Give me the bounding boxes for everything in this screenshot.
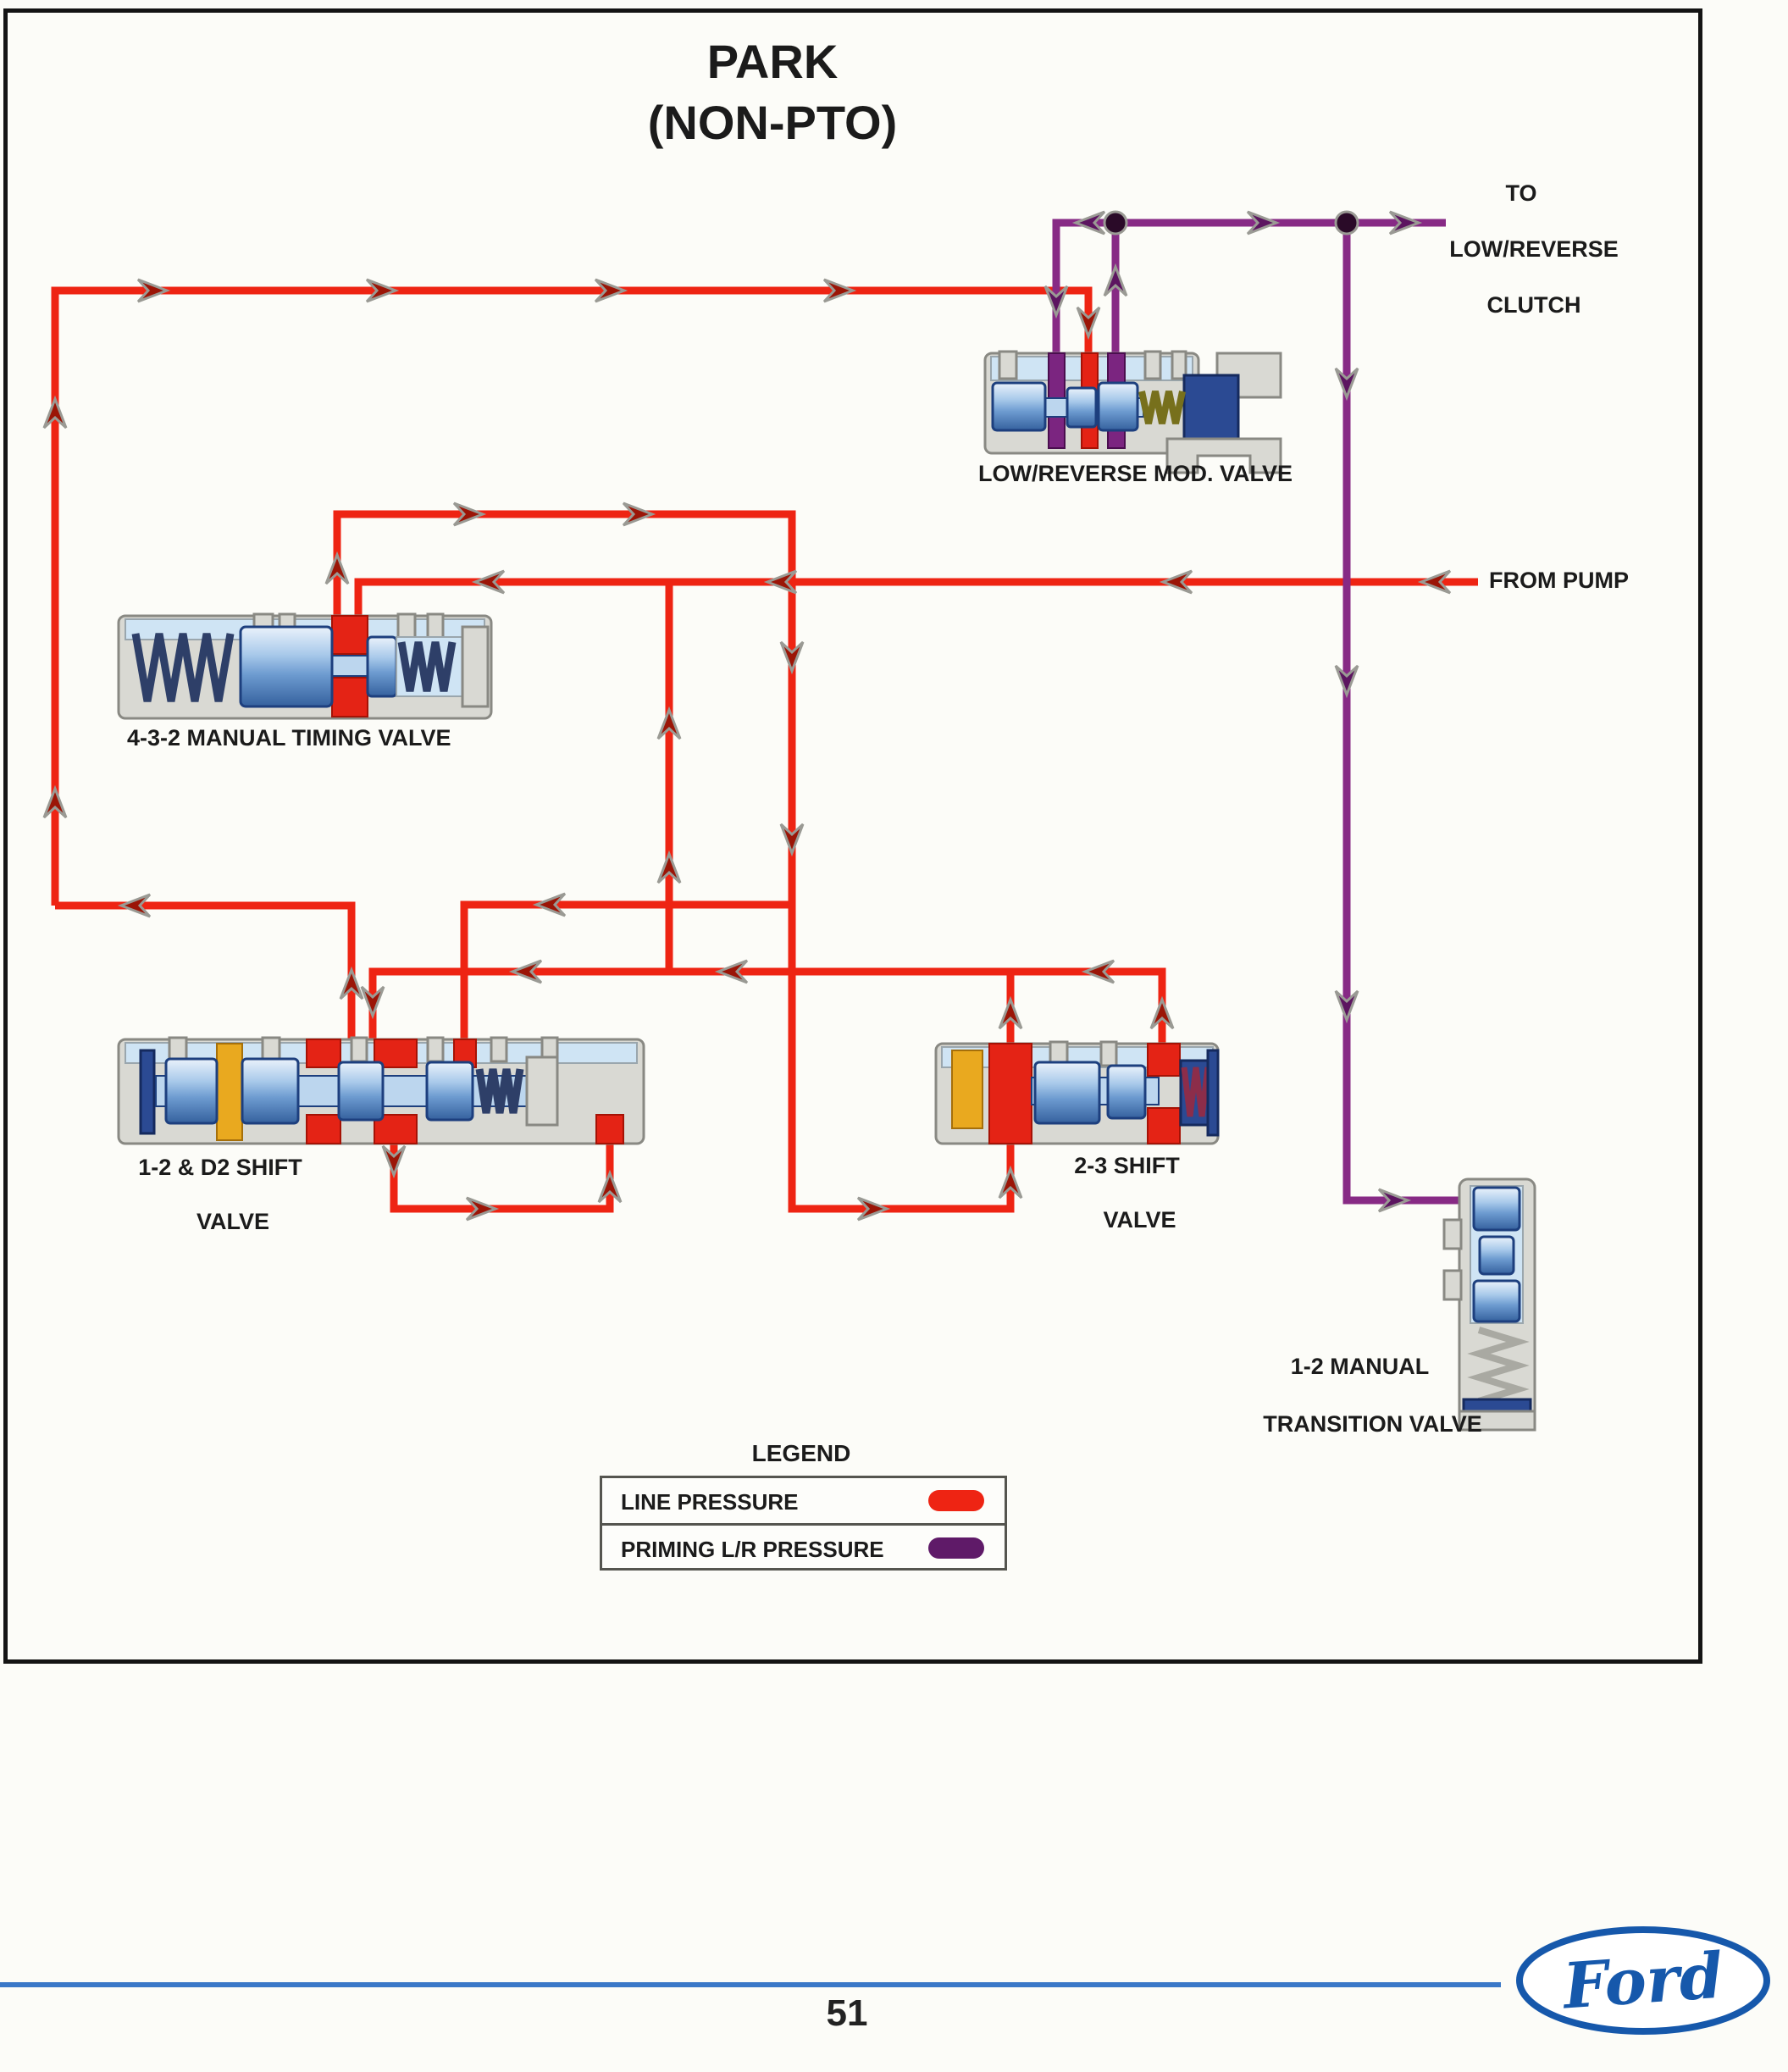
shift12-line2: VALVE	[197, 1209, 270, 1234]
timing-valve-label: 4-3-2 MANUAL TIMING VALVE	[127, 725, 451, 751]
transition-line2: TRANSITION VALVE	[1263, 1411, 1482, 1437]
legend-label-line-pressure: LINE PRESSURE	[621, 1489, 799, 1515]
to-clutch-line2: LOW/REVERSE	[1449, 236, 1619, 262]
shift12-line1: 1-2 & D2 SHIFT	[138, 1155, 302, 1180]
legend-label-priming-pressure: PRIMING L/R PRESSURE	[621, 1537, 884, 1562]
legend-box	[600, 1476, 1007, 1571]
purple-junction-dot	[1336, 212, 1358, 234]
legend-swatch-priming-pressure	[928, 1537, 984, 1559]
shift-valve-1-2-d2-label	[114, 1154, 326, 1235]
shift-valve-2-3-label	[1040, 1152, 1214, 1233]
shift23-line2: VALVE	[1103, 1207, 1176, 1233]
low-reverse-mod-valve	[985, 352, 1281, 473]
legend-swatch-line-pressure	[928, 1490, 984, 1511]
ford-logo-text: Ford	[1561, 1939, 1726, 2024]
ford-logo	[1514, 1925, 1772, 2036]
to-clutch-line1: TO	[1505, 180, 1537, 206]
manual-transition-valve-label	[1226, 1352, 1493, 1438]
footer-rule	[0, 1982, 1501, 1987]
shift-valve-1-2-d2	[119, 1038, 644, 1144]
shift23-line1: 2-3 SHIFT	[1074, 1153, 1180, 1178]
to-clutch-line3: CLUTCH	[1486, 292, 1581, 318]
to-low-reverse-clutch-label	[1394, 180, 1648, 319]
low-reverse-mod-valve-label: LOW/REVERSE MOD. VALVE	[978, 461, 1293, 486]
legend-row-priming-pressure	[602, 1523, 1005, 1571]
shift-valve-2-3	[936, 1042, 1218, 1144]
page-title-line1: PARK	[706, 35, 839, 88]
legend-row-line-pressure	[602, 1478, 1005, 1523]
page-title-line2: (NON-PTO)	[647, 96, 898, 149]
page-number: 51	[826, 1992, 868, 2034]
from-pump-label: FROM PUMP	[1489, 568, 1629, 593]
timing-valve-4-3-2	[119, 614, 491, 718]
transition-line1: 1-2 MANUAL	[1290, 1354, 1430, 1379]
legend-title: LEGEND	[751, 1440, 851, 1466]
purple-junction-dot	[1104, 212, 1126, 234]
